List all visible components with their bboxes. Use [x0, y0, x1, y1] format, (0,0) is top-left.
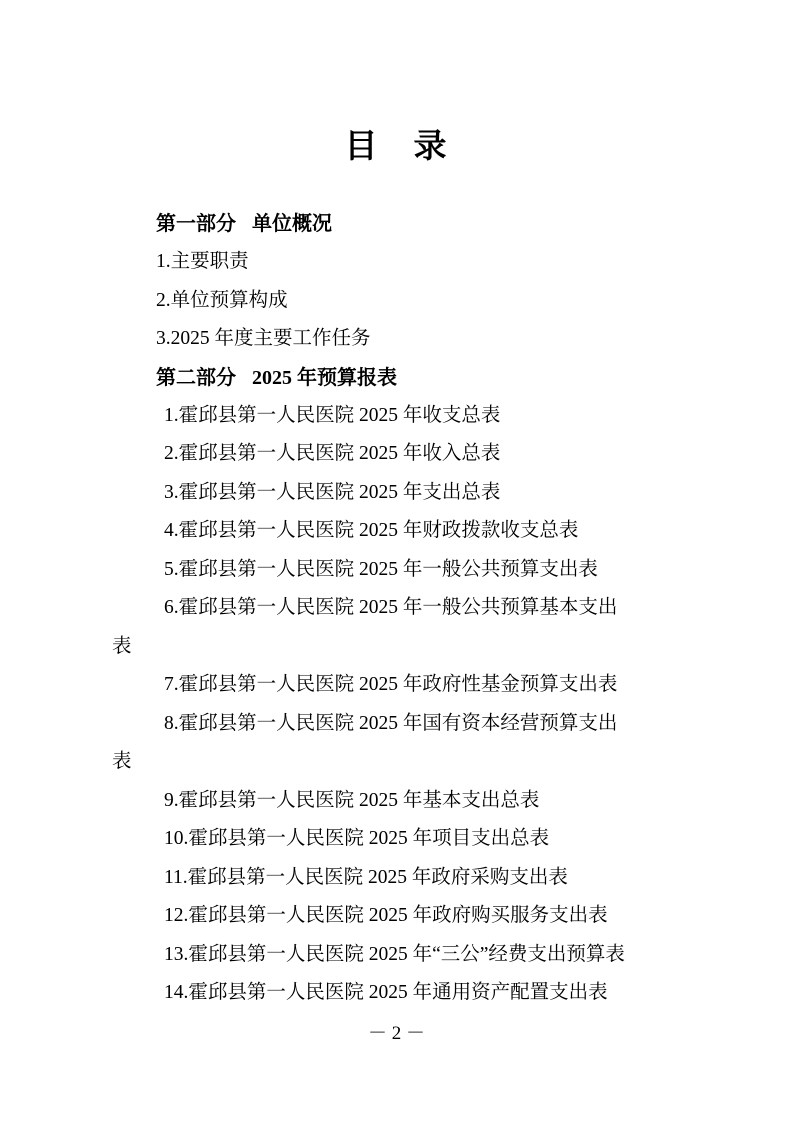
toc-entry-wrapped-line: 表: [112, 635, 132, 657]
toc-entry-wrapped-line: 表: [112, 751, 132, 772]
toc-entry: 8.霍邱县第一人民医院 2025 年国有资本经营预算支出: [164, 712, 618, 734]
toc-entry: 2.单位预算构成: [156, 289, 288, 311]
table-of-contents: [112, 205, 692, 1013]
toc-entry: 9.霍邱县第一人民医院 2025 年基本支出总表: [164, 789, 540, 811]
part-two-title: 2025 年预算报表: [252, 366, 397, 389]
page-footer-number: － 2 －: [367, 1023, 425, 1044]
toc-section-heading-part-one: [112, 205, 692, 243]
toc-entry: 7.霍邱县第一人民医院 2025 年政府性基金预算支出表: [164, 674, 618, 695]
toc-entry: 3.2025 年度主要工作任务: [156, 328, 371, 349]
toc-entry: 1.主要职责: [156, 251, 249, 272]
page-title-char-2: 录: [413, 129, 449, 165]
toc-entry: 3.霍邱县第一人民医院 2025 年支出总表: [164, 481, 501, 503]
toc-entry: 2.霍邱县第一人民医院 2025 年收入总表: [164, 443, 501, 464]
page-title: [0, 120, 793, 167]
toc-entry: 13.霍邱县第一人民医院 2025 年“三公”经费支出预算表: [164, 943, 625, 965]
page-title-char-1: 目: [344, 129, 380, 165]
toc-section-heading-part-two: [112, 359, 692, 397]
toc-entry: 11.霍邱县第一人民医院 2025 年政府采购支出表: [164, 866, 568, 888]
toc-entry: 1.霍邱县第一人民医院 2025 年收支总表: [164, 404, 501, 426]
part-one-title: 单位概况: [252, 213, 332, 235]
part-two-label: 第二部分: [156, 366, 236, 389]
toc-entry: 6.霍邱县第一人民医院 2025 年一般公共预算基本支出: [164, 597, 618, 618]
toc-entry: 12.霍邱县第一人民医院 2025 年政府购买服务支出表: [164, 905, 608, 926]
toc-entry: 10.霍邱县第一人民医院 2025 年项目支出总表: [164, 828, 550, 849]
toc-entry: 5.霍邱县第一人民医院 2025 年一般公共预算支出表: [164, 558, 598, 580]
toc-entry: 4.霍邱县第一人民医院 2025 年财政拨款收支总表: [164, 520, 579, 541]
toc-entry: 14.霍邱县第一人民医院 2025 年通用资产配置支出表: [164, 982, 608, 1003]
part-one-label: 第一部分: [156, 213, 236, 235]
